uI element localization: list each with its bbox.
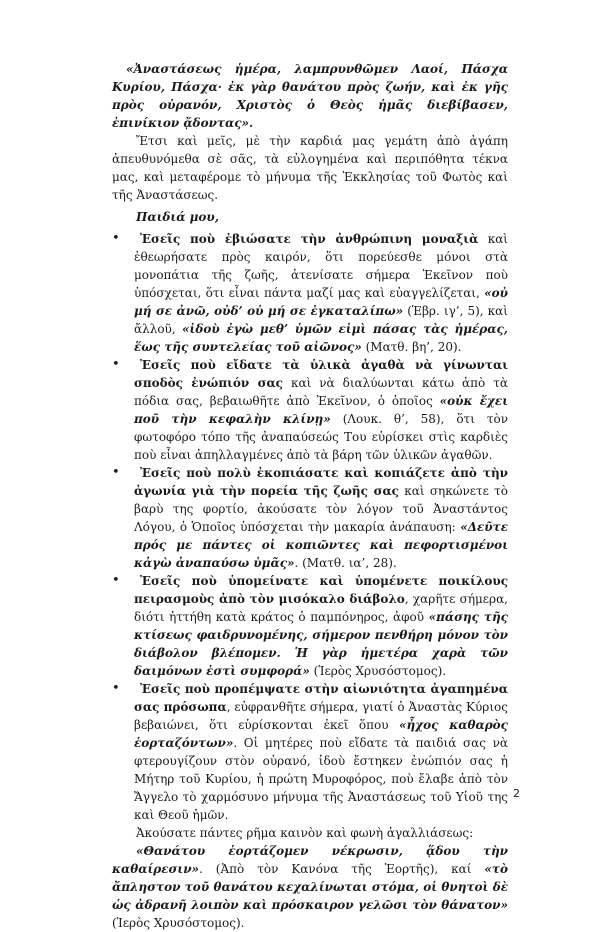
closing-paragraph-1: Ἀκούσατε πάντες ρῆμα καινὸν καὶ φωνὴ ἀγαλλιάσεως: — [136, 826, 474, 840]
intro-quote: «Ἀναστάσεως ἡμέρα, λαμπρυνθῶμεν Λαοί, Πάσχα Κυρίου, Πάσχα· ἐκ γὰρ θανάτου πρὸς ζωήν, καὶ ἐκ γῆς πρὸς οὐρανόν, Χριστὸς ὁ Θεὸς ἡμᾶς διεβίβασεν, ἐπινίκιον ᾄδοντας». — [112, 62, 508, 130]
bullet-item-4: • Ἐσεῖς ποὺ ὑπομείνατε καὶ ὑπομένετε ποικίλους πειρασμοὺς ἀπὸ τὸν μισόκαλο διάβολο, χαρῆτε σήμερα, διότι ἡττήθη κατὰ κράτος ὁ παμπόνηρος, ἀφοῦ «πάσης τῆς κτίσεως φαιδρυνομένης, σήμερον πενθήρη μόνον τὸν διάβολον βλέπομεν. Ἡ γὰρ ἡμετέρα χαρὰ τῶν δαιμόνων ἐστὶ συμφορά» (Ἱερὸς Χρυσόστομος). — [112, 573, 508, 678]
intro-paragraph: Ἔτσι καὶ μεῖς, μὲ τὴν καρδιά μας γεμάτη ἀπὸ ἀγάπη ἀπευθυνόμεθα σὲ σᾶς, τὰ εὐλογημένα καὶ περιπόθητα τέκνα μας, καὶ μεταφέρομε τὸ μήνυμα τῆς Ἐκκλησίας τοῦ Φωτὸς καὶ τῆς Ἀναστάσεως. — [112, 134, 508, 202]
bullet-item-2: • Ἐσεῖς ποὺ εἴδατε τὰ ὑλικὰ ἀγαθὰ νὰ γίνωνται σποδὸς ἐνώπιόν σας καὶ νὰ διαλύωνται κάτω ἀπὸ τὰ πόδια σας, βεβαιωθῆτε ἀπὸ Ἐκεῖνον, ὁ ὁποῖος «οὐκ ἔχει ποῦ τὴν κεφαλὴν κλίνῃ» (Λουκ. θ’, 58), ὅτι τὸν φωτοφόρο τόπο τῆς ἀναπαύσεώς Του εὑρίσκει στὶς καρδιὲς ποὺ εἶναι ἀπηλλαγμένες ἀπὸ τὰ βάρη τῶν ὑλικῶν ἀγαθῶν. — [112, 357, 509, 462]
bullet-item-5: • Ἐσεῖς ποὺ προπέμψατε στὴν αἰωνιότητα ἀγαπημένα σας πρόσωπα, εὐφρανθῆτε σήμερα, γιατί ὁ Ἀναστὰς Κύριος βεβαιώνει, ὅτι εὑρίσκονται ἐκεῖ ὅπου «ἦχος καθαρὸς ἑορταζόντων». Οἱ μητέρες ποὺ εἴδατε τὰ παιδιά σας νὰ φτερουγίζουν στὸν οὐρανό, ἰδοὺ ἔστηκεν ἐνώπιόν σας ἡ Μήτηρ τοῦ Κυρίου, ἡ πρώτη Μυροφόρος, ποὺ ἔλαβε ἀπὸ τὸν Ἄγγελο τὸ χαρμόσυνο μήνυμα τῆς Ἀναστάσεως τοῦ Υἱοῦ της καὶ Θεοῦ ἡμῶν. — [112, 681, 508, 822]
bullet-item-3: • Ἐσεῖς ποὺ πολὺ ἐκοπιάσατε καὶ κοπιάζετε ἀπὸ τὴν ἀγωνία γιὰ τὴν πορεία τῆς ζωῆς σας καὶ σηκώνετε τὸ βαρὺ της φορτίο, ἀκούσατε τὸν λόγον τοῦ Ἀναστάντος Λόγου, ὁ Ὁποῖος ὑπόσχεται τὴν μακαρία ἀνάπαυση: «Δεῦτε πρός με πάντες οἱ κοπιῶντες καὶ πεφορτισμένοι κἀγὼ ἀναπαύσω ὑμᾶς». (Ματθ. ια’, 28). — [112, 465, 508, 570]
document-page — [112, 60, 508, 932]
greeting: Παιδιά μου, — [136, 210, 219, 224]
closing-paragraph-2: «Θανάτου ἑορτάζομεν νέκρωσιν, ᾅδου τὴν καθαίρεσιν». (Ἀπὸ τὸν Κανόνα τῆς Ἑορτῆς), καί «τὸ ἄπληστον τοῦ θανάτου κεχαλίνωται στόμα, οἱ θνητοὶ δὲ ὡς ἀδρανῆ λοιπὸν καὶ πρόσκαιρον γελῶσι τὸν θάνατον» (Ἱερὸς Χρυσόστομος). — [112, 844, 508, 930]
bullet-icon: • — [112, 681, 120, 696]
bullet-icon: • — [112, 357, 120, 372]
bullet-icon: • — [112, 231, 120, 246]
page-number: 2 — [513, 787, 520, 800]
bullet-icon: • — [112, 573, 120, 588]
bullet-item-1: • Ἐσεῖς ποὺ ἐβιώσατε τὴν ἀνθρώπινη μοναξιὰ καὶ ἐθεωρήσατε πρὸς καιρόν, ὅτι πορεύεσθε μόνοι στὰ μονοπάτια τῆς ζωῆς, ἀτενίσατε σήμερα Ἐκεῖνον ποὺ ὑπόσχεται, ὅτι εἶναι πάντα μαζί μας καὶ εὐαγγελίζεται, «οὐ μή σε ἀνῶ, οὐδ’ οὐ μή σε ἐγκαταλίπω» (Ἑβρ. ιγ’, 5), καὶ ἄλλοῦ, «ἰδοὺ ἐγὼ μεθ’ ὑμῶν εἰμὶ πάσας τὰς ἡμέρας, ἕως τῆς συντελείας τοῦ αἰῶνος» (Ματθ. βη’, 20). — [112, 231, 509, 354]
bullet-icon: • — [112, 465, 120, 480]
